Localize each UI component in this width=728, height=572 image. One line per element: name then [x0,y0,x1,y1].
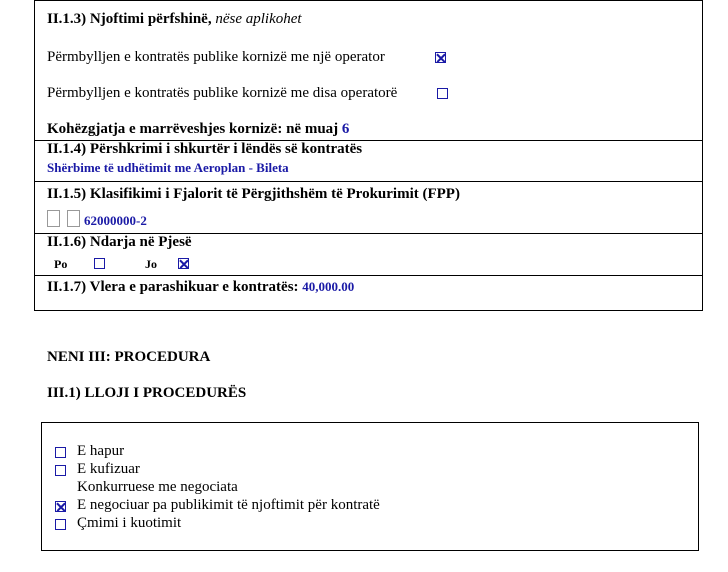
section-ii17 [47,279,354,296]
section-ii13 [35,1,702,141]
procedure-label: E kufizuar [77,461,140,477]
option-multi-operator-label: Përmbylljen e kontratës publike kornizë me disa operatorë [47,85,398,101]
procedure-option[interactable] [42,461,642,479]
section-ii16-heading: II.1.6) Ndarja në Pjesë [47,234,192,250]
lots-no-checkbox[interactable] [178,258,189,269]
procedure-options-box [41,422,699,551]
lots-yes-checkbox[interactable] [94,258,105,269]
section-ii15-heading: II.1.5) Klasifikimi i Fjalorit të Përgjithshëm të Prokurimit (FPP) [47,186,460,202]
cpv-prefix-box [67,210,80,227]
cpv-code: 62000000-2 [84,213,147,228]
section-iii-subtitle: III.1) LLOJI I PROCEDURËS [47,385,247,401]
lots-yes-label: Po [54,257,68,271]
option-one-operator-label: Përmbylljen e kontratës publike kornizë me një operator [47,49,385,65]
option-one-operator-checkbox[interactable] [435,52,446,63]
procedure-option[interactable] [42,497,642,515]
lots-no-label: Jo [145,257,157,271]
procedure-label: Konkurruese me negociata [77,479,238,495]
cpv-prefix-box [47,210,60,227]
estimated-value: 40,000.00 [302,279,355,294]
estimated-value-label: II.1.7) Vlera e parashikuar e kontratës: [47,279,299,295]
procedure-checkbox[interactable] [55,519,66,530]
procedure-option[interactable] [42,515,642,533]
procedure-checkbox[interactable] [55,501,66,512]
section-ii13-heading: II.1.3) Njoftimi përfshinë, nëse aplikohet [47,11,302,27]
section-ii14 [35,141,702,182]
section-ii16 [35,234,702,276]
procedure-label: E negociuar pa publikimit të njoftimit për kontratë [77,497,380,513]
duration-value: 6 [341,121,350,137]
procedure-checkbox-absent [55,483,66,494]
section-ii13-note: nëse aplikohet [215,11,302,27]
contract-description: Shërbime të udhëtimit me Aeroplan - Bileta [47,160,289,175]
section-ii15 [35,182,702,234]
section-iii-title: NENI III: PROCEDURA [47,349,211,365]
procedure-option[interactable] [42,479,642,497]
duration-row: Kohëzgjatja e marrëveshjes kornizë: në muaj 6 [47,121,350,137]
section-ii-table [34,0,703,311]
procedure-checkbox[interactable] [55,447,66,458]
procedure-label: Çmimi i kuotimit [77,515,182,531]
section-ii14-heading: II.1.4) Përshkrimi i shkurtër i lëndës së kontratës [47,141,363,157]
procedure-checkbox[interactable] [55,465,66,476]
procedure-label: E hapur [77,443,125,459]
procedure-option[interactable] [42,443,642,461]
option-multi-operator-checkbox[interactable] [437,88,448,99]
